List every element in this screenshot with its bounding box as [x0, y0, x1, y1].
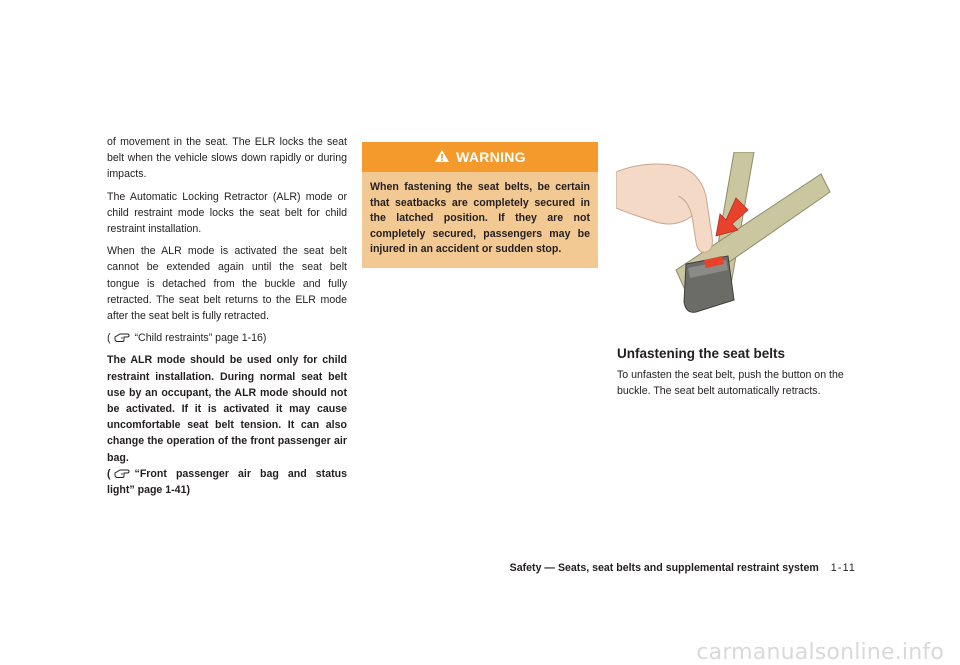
- section-body: To unfasten the seat belt, push the button on the buckle. The seat belt automatically retracts.: [617, 369, 844, 397]
- page-number: 1-11: [830, 562, 856, 574]
- footer-section-title: Safety — Seats, seat belts and supplemental restraint system: [509, 562, 819, 574]
- pointing-hand-icon: [114, 467, 132, 479]
- warning-box: [362, 142, 598, 268]
- seat-belt-buckle-illustration: [616, 152, 834, 322]
- warning-title: WARNING: [456, 149, 526, 165]
- paragraph-elr: of movement in the seat. The ELR locks the seat belt when the vehicle slows down rapidly or during impacts.: [107, 136, 347, 181]
- warning-triangle-icon: [434, 149, 450, 166]
- watermark: carmanualsonline.info: [696, 640, 944, 665]
- reference-child-restraints[interactable]: ( “Child restraints” page 1-16): [107, 332, 267, 345]
- hand: [616, 164, 712, 252]
- left-column: [107, 134, 347, 504]
- reference-front-passenger-air-bag[interactable]: “Front passenger air bag and status light” page 1-41): [107, 467, 347, 497]
- pointing-hand-icon: [114, 331, 132, 343]
- alr-caution-paragraph: The ALR mode should be used only for child restraint installation. During normal seat belt use by an occupant, the ALR mode should not be activated. If it is activated it may cause uncomfortable seat belt tension. It can also change the operation of the front passenger air bag. ( “Front passenger air bag and status light” page 1-41): [107, 354, 347, 497]
- section-heading: Unfastening the seat belts: [617, 346, 786, 361]
- warning-text: When fastening the seat belts, be certain that seatbacks are completely secured in the latched position. If they are not completely secured, passengers may be injured in an accident or sudden stop.: [370, 181, 590, 255]
- paragraph-alr-activation: When the ALR mode is activated the seat belt cannot be extended again until the seat belt tongue is detached from the buckle and fully retracted. The seat belt returns to the ELR mode after the seat belt is fully retracted.: [107, 245, 347, 323]
- paragraph-alr-intro: The Automatic Locking Retractor (ALR) mode or child restraint mode locks the seat belt for child restraint installation.: [107, 190, 347, 236]
- page-footer: [494, 562, 856, 574]
- warning-header: [362, 142, 598, 172]
